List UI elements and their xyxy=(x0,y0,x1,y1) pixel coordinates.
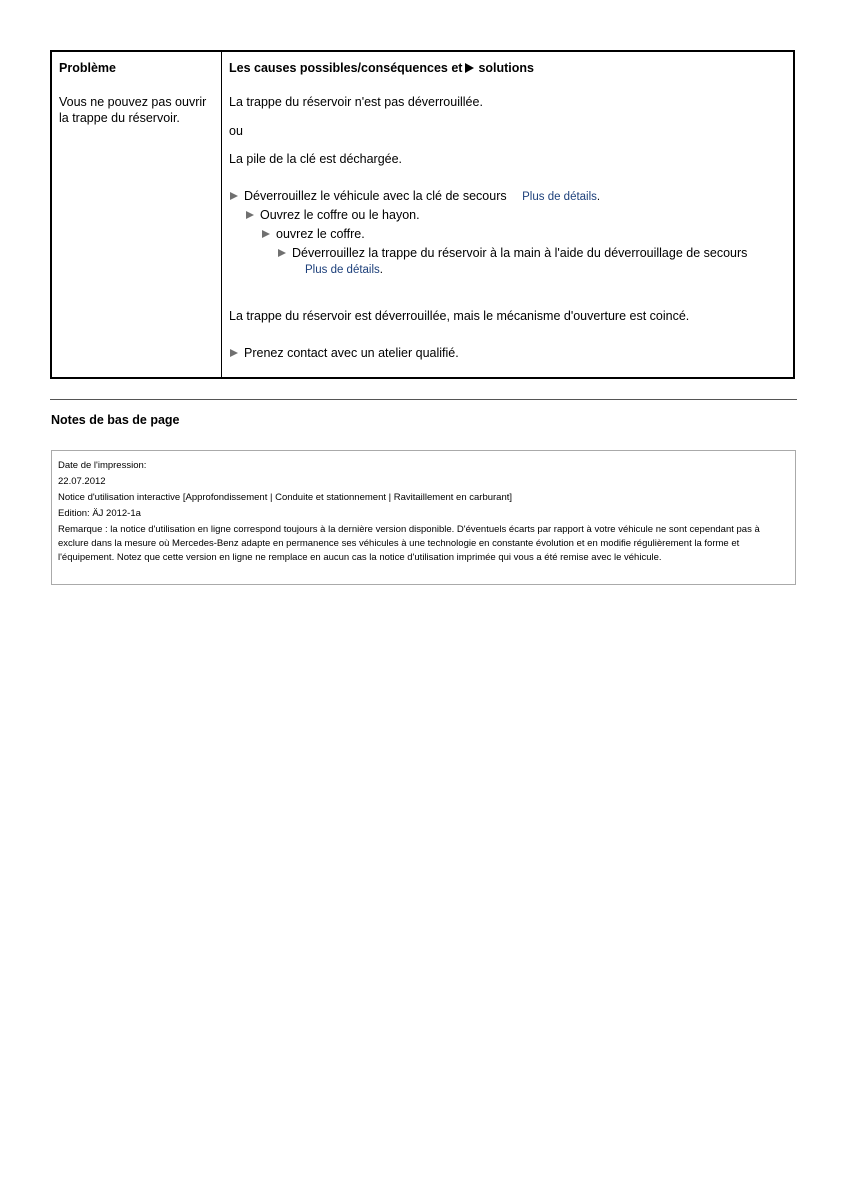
causes-header xyxy=(229,61,534,75)
cause-key-battery: La pile de la clé est déchargée. xyxy=(229,152,403,166)
causes-header-suffix: solutions xyxy=(478,61,535,75)
bullet-arrow-icon xyxy=(278,249,286,257)
step-open-trunk-or-tailgate xyxy=(246,207,420,223)
link-period: . xyxy=(379,264,383,276)
step-open-trunk-text: ouvrez le coffre. xyxy=(276,227,365,241)
remark: Remarque : la notice d'utilisation en ligne correspond toujours à la dernière version disponible. D'éventuels écarts par rapport à votre véhicule ne sont cependant pas à exclure dans la mesure où Mercedes-Benz adapte en permanence ses véhicules à une technologie en constante évolution et en modifie régulièrement la forme et l'équipement. Notez que cette version en ligne ne remplace en aucun cas la notice d'utilisation imprimée qui vous a été remise avec le véhicule. xyxy=(58,524,760,563)
causes-header-prefix: Les causes possibles/conséquences et xyxy=(229,61,463,75)
step-manual-release-text: Déverrouillez la trappe du réservoir à la main à l'aide du déverrouillage de secours xyxy=(292,246,748,260)
bullet-arrow-icon xyxy=(230,192,238,200)
link-period: . xyxy=(596,191,601,203)
causes-column xyxy=(222,51,795,378)
cause-not-unlocked: La trappe du réservoir n'est pas déverrouillée. xyxy=(229,95,483,109)
section-divider xyxy=(50,399,797,400)
bullet-arrow-icon xyxy=(230,349,238,357)
footnotes-box xyxy=(51,450,796,585)
problem-header: Problème xyxy=(59,61,116,75)
print-date: 22.07.2012 xyxy=(58,476,106,488)
cause-mechanism-stuck: La trappe du réservoir est déverrouillée, mais le mécanisme d'ouverture est coincé. xyxy=(229,309,690,323)
edition: Edition: ÄJ 2012-1a xyxy=(58,508,141,520)
step-manual-release-more xyxy=(305,261,383,278)
arrow-right-icon xyxy=(465,63,474,73)
bullet-arrow-icon xyxy=(262,230,270,238)
step-open-trunk xyxy=(262,226,365,242)
print-date-label: Date de l'impression: xyxy=(58,460,147,471)
problem-text-line2: la trappe du réservoir. xyxy=(59,111,180,125)
step-unlock-emergency-key xyxy=(230,188,600,205)
more-details-link[interactable]: Plus de détails xyxy=(305,264,380,276)
step-contact-workshop-text: Prenez contact avec un atelier qualifié. xyxy=(244,346,459,360)
bullet-arrow-icon xyxy=(246,211,254,219)
step-open-trunk-or-tailgate-text: Ouvrez le coffre ou le hayon. xyxy=(260,208,420,222)
manual-reference: Notice d'utilisation interactive [Approfondissement | Conduite et stationnement | Ravitaillement en carburant] xyxy=(58,492,513,504)
troubleshooting-table xyxy=(50,50,795,379)
more-details-link[interactable]: Plus de détails xyxy=(522,191,597,203)
step-contact-workshop xyxy=(230,345,459,361)
problem-text-line1: Vous ne pouvez pas ouvrir xyxy=(59,95,207,109)
footnotes-title: Notes de bas de page xyxy=(51,413,180,427)
or-separator: ou xyxy=(229,124,243,138)
step-manual-release xyxy=(278,245,747,261)
step-unlock-emergency-key-text: Déverrouillez le véhicule avec la clé de secours xyxy=(244,189,507,203)
problem-column xyxy=(51,51,222,378)
